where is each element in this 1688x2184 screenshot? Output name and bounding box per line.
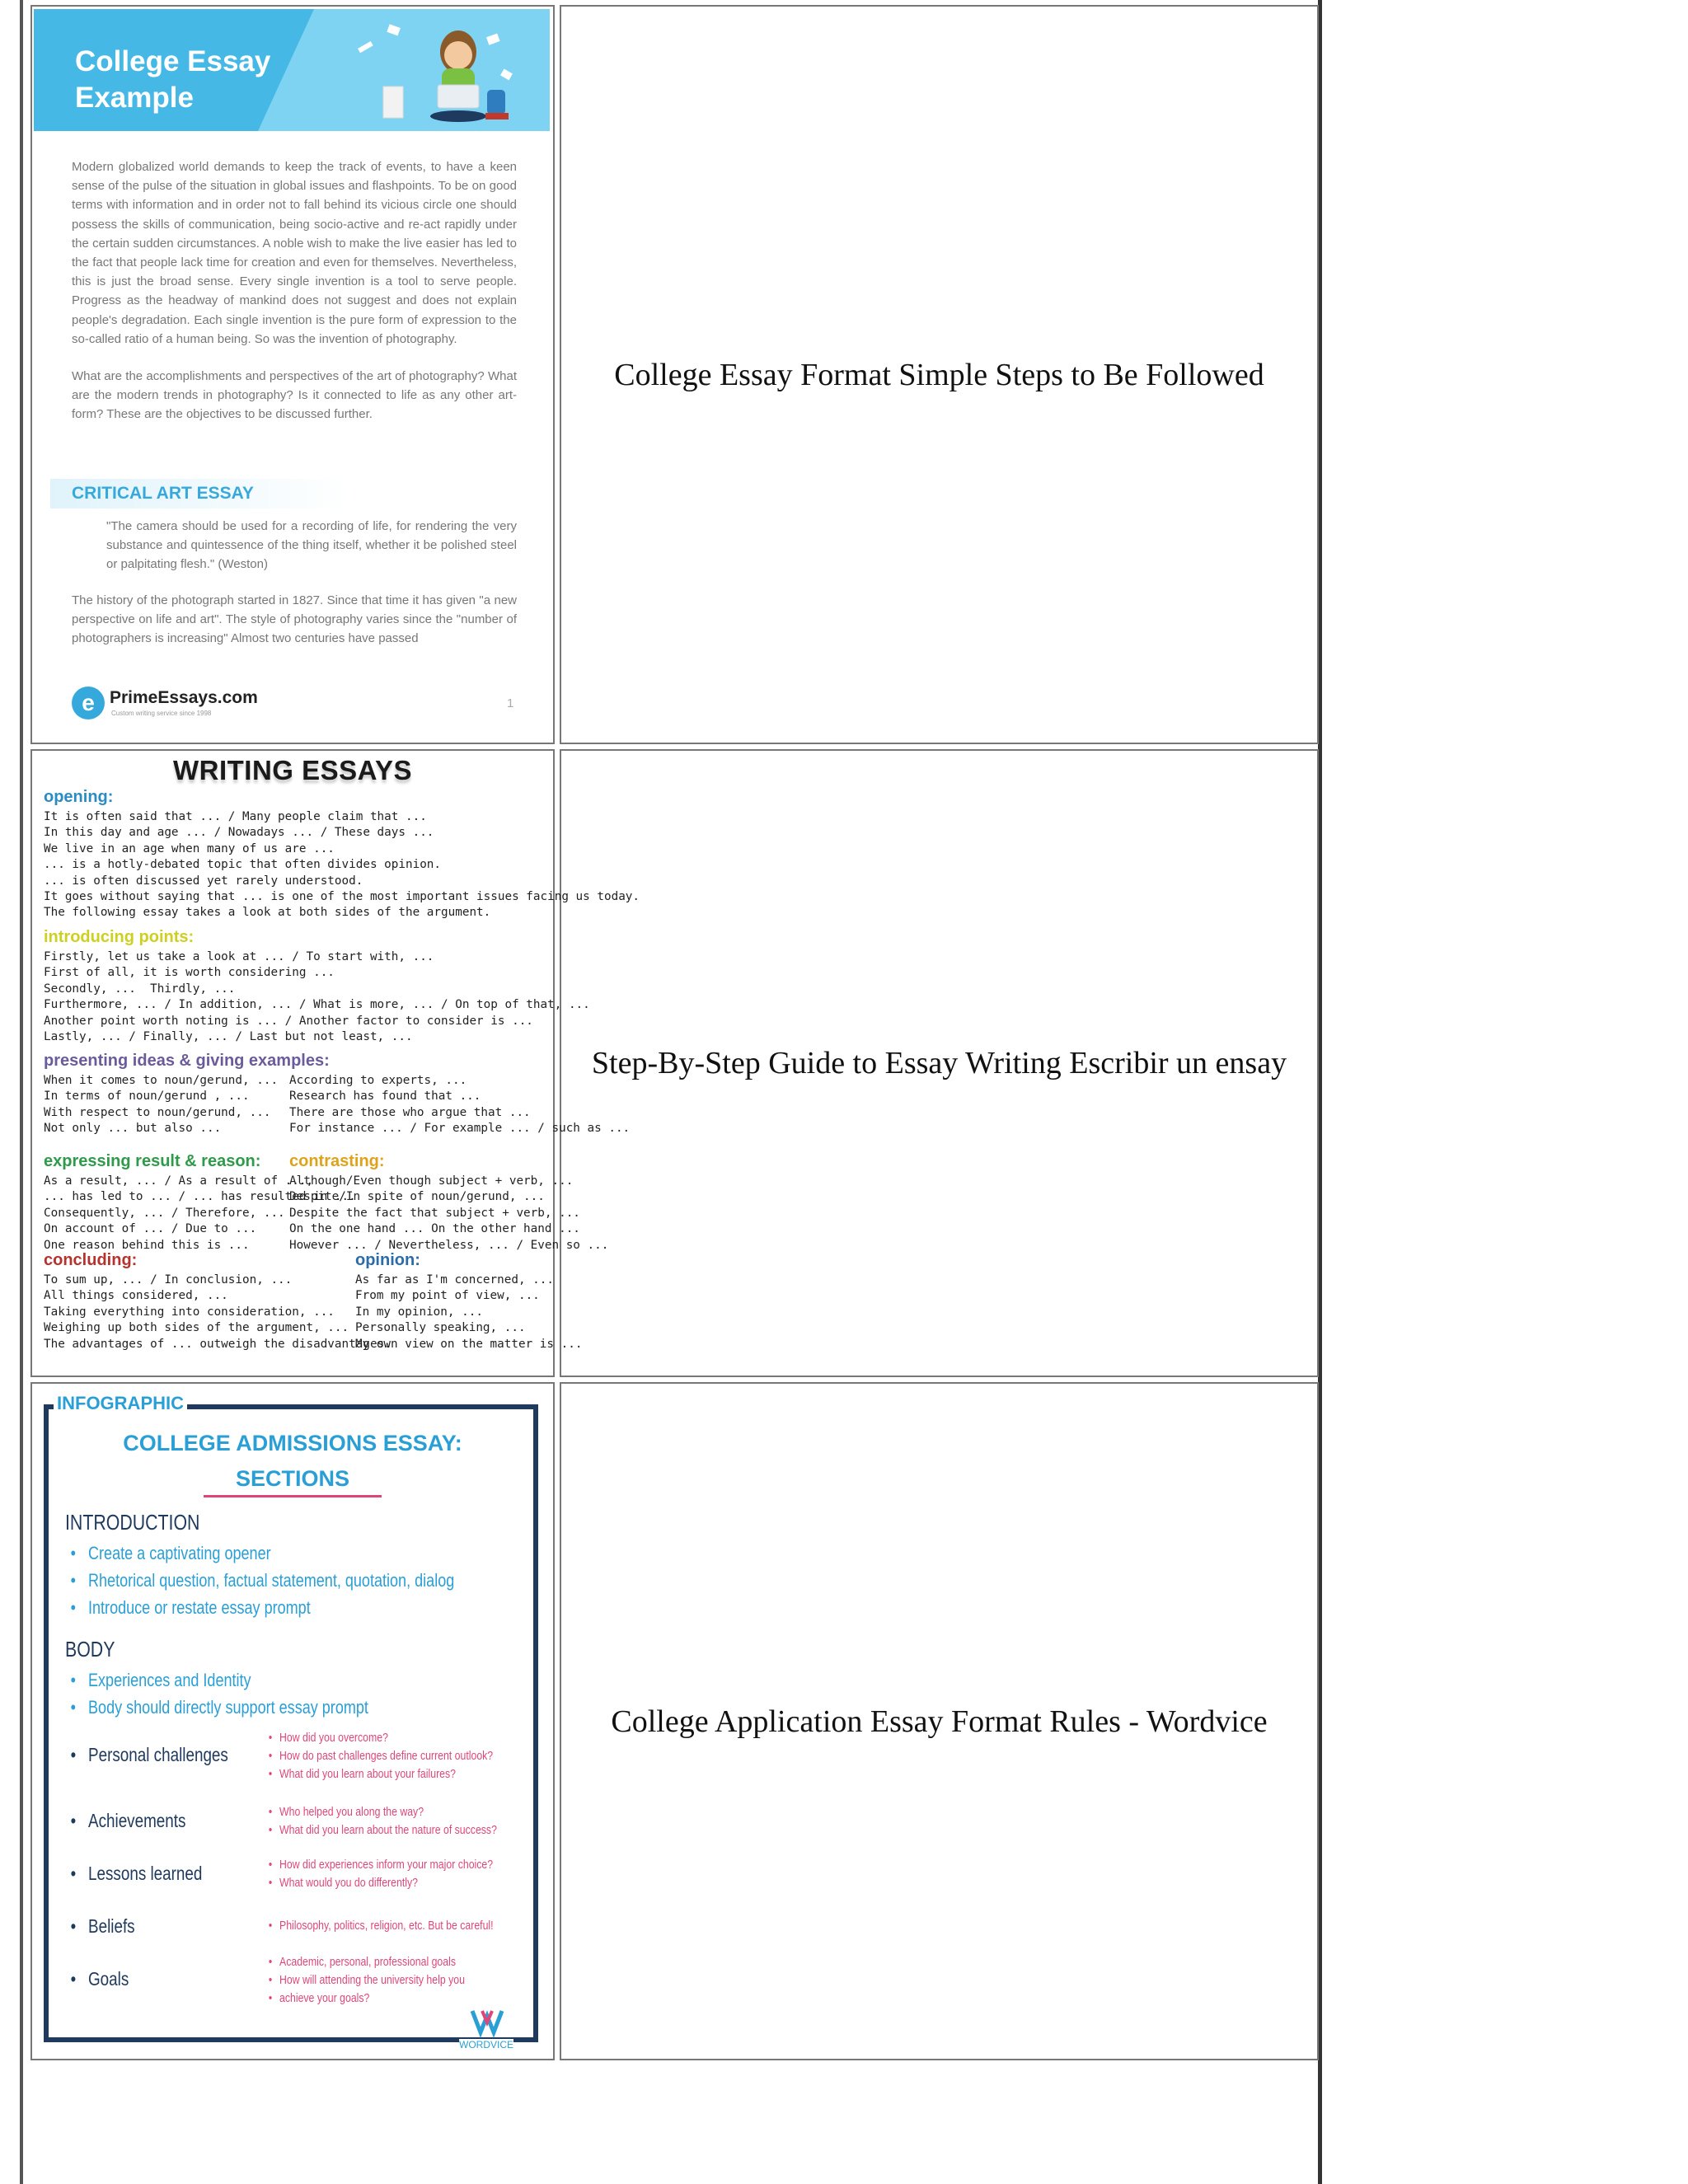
caption-cell[interactable] — [560, 5, 1319, 744]
section-heading: CRITICAL ART ESSAY — [72, 484, 254, 503]
topic-goals: • Goals — [88, 1968, 129, 1990]
image-cell[interactable] — [30, 1382, 555, 2060]
caption-cell[interactable] — [560, 749, 1319, 1377]
paragraph: What are the accomplishments and perspectives of the art of photography? What are the modern trends in photography? Is it connected to life as any other art-form? These are the objectives to be discussed further. — [72, 369, 517, 422]
topic-question-continued: • achieve your goals? — [279, 1990, 369, 2008]
image-caption[interactable]: Step-By-Step Guide to Essay Writing Escribir un ensay — [591, 1046, 1287, 1080]
page-number: 1 — [507, 696, 514, 710]
intro-bullet: • Rhetorical question, factual statement, quotation, dialog — [88, 1570, 454, 1591]
concluding-phrases: To sum up, ... / In conclusion, ... All things considered, ... Taking everything into consideration, ... Weighing up both sides of the argument, ... The advantages of ... outweigh the disadvantages. — [44, 1273, 392, 1351]
caption-cell[interactable] — [560, 1382, 1319, 2060]
student-laptop-illustration — [363, 21, 520, 128]
table-row — [30, 1382, 1319, 2060]
wordvice-infographic-image[interactable] — [32, 1385, 553, 2058]
topic-question: • Academic, personal, professional goals — [279, 1953, 456, 1971]
topic-question: • What did you learn about your failures? — [279, 1765, 456, 1783]
image-results-table — [26, 0, 1324, 2065]
topic-personal-challenges: • Personal challenges — [88, 1744, 228, 1766]
topic-question: • What would you do differently? — [279, 1874, 418, 1892]
topic-achievements: • Achievements — [88, 1810, 185, 1832]
infographic-title: COLLEGE ADMISSIONS ESSAY: SECTIONS — [123, 1431, 462, 1491]
infographic-tag: INFOGRAPHIC — [54, 1393, 187, 1414]
introducing-points-phrases: Firstly, let us take a look at ... / To start with, ... First of all, it is worth considering ... Secondly, ... Thirdly, ... Furthermore, ... / In addition, ... / What is more, ... / On top of that, ... Another point worth noting is ... / Another factor to consider is ... Lastly, ... / Finally, ... / Last but not least, ... — [44, 950, 590, 1044]
contrasting-phrases: Although/Even though subject + verb, ... Despite/In spite of noun/gerund, ... Despite the fact that subject + verb, ... On the one hand ... On the other hand ... However ... / Nevertheless, ... / Even so ... — [289, 1174, 609, 1252]
topic-question: • How will attending the university help you — [279, 1971, 465, 1990]
image-title: WRITING ESSAYS — [173, 755, 412, 785]
writing-essays-image[interactable] — [32, 752, 640, 1375]
expressing-result-heading: expressing result & reason: — [44, 1152, 261, 1170]
block-quote: "The camera should be used for a recording of life, for rendering the very substance and quintessence of the thing itself, whether it be polished steel or palpitating flesh." (Weston) — [106, 519, 517, 572]
brand-tagline: Custom writing service since 1998 — [111, 710, 212, 717]
presenting-ideas-left: When it comes to noun/gerund, ... In terms of noun/gerund , ... With respect to noun/gerund, ... Not only ... but also ... — [44, 1074, 279, 1136]
presenting-ideas-heading: presenting ideas & giving examples: — [44, 1052, 330, 1070]
brand-name: WORDVICE — [459, 2039, 513, 2050]
opening-phrases: It is often said that ... / Many people claim that ... In this day and age ... / Nowadays ... / These days ... We live in an age when many of us are ... ... is a hotly-debated topic that often divides opinion. ... is often discussed yet rarely understood. It goes without saying that ... is one of the most important issues facing us today. The following essay takes a look at both sides of the argument. — [44, 810, 640, 920]
topic-question: • Philosophy, politics, religion, etc. But be careful! — [279, 1917, 494, 1935]
intro-bullet: • Introduce or restate essay prompt — [88, 1597, 311, 1619]
paragraph: The history of the photograph started in 1827. Since that time it has given "a new perspective on life and art". The style of photography varies since the "number of photographers is increasing" Almost two centuries have passed — [72, 593, 517, 646]
image-caption[interactable]: College Application Essay Format Rules - Wordvice — [611, 1704, 1268, 1739]
topic-question: • What did you learn about the nature of success? — [279, 1821, 497, 1840]
expressing-result-phrases: As a result, ... / As a result of ..., ... has led to ... / ... has resulted in ... Consequently, ... / Therefore, ... On account of ... / Due to ... One reason behind this is ... — [44, 1174, 356, 1252]
topic-beliefs: • Beliefs — [88, 1915, 135, 1938]
table-row — [30, 749, 1319, 1377]
image-cell[interactable] — [30, 5, 555, 744]
opinion-heading: opinion: — [355, 1251, 420, 1269]
introducing-points-heading: introducing points: — [44, 928, 195, 946]
body-bullet: • Experiences and Identity — [88, 1670, 251, 1691]
image-header — [34, 9, 550, 131]
image-title: College Essay Example — [75, 45, 271, 114]
wordvice-logo-icon — [469, 2004, 505, 2037]
contrasting-heading: contrasting: — [289, 1152, 385, 1170]
opening-heading: opening: — [44, 788, 114, 806]
essay-body-text — [72, 157, 517, 443]
topic-question: • Who helped you along the way? — [279, 1803, 424, 1821]
presenting-ideas-right: According to experts, ... Research has found that ... There are those who argue that ... For instance ... / For example ... / such as ... — [289, 1074, 631, 1136]
intro-bullet: • Create a captivating opener — [88, 1543, 271, 1564]
section-heading-bar — [50, 479, 550, 509]
svg-text:e: e — [82, 690, 95, 715]
topic-question: • How did experiences inform your major choice? — [279, 1856, 493, 1874]
paragraph: Modern globalized world demands to keep the track of events, to have a keen sense of the pulse of the situation in global issues and flashpoints. To be on good terms with information and in order not to fall behind its vicious circle one should possess the skills of communication, being socio-active and re-act rapidly under the certain sudden circumstances. A noble wish to make the live easier has led to the fact that people lack time for creation and even for themselves. Nevertheless, this is just the broad sense. Every single invention is a tool to serve people. Progress as the headway of mankind does not suggest and does not explain people's degradation. Each single invention is the pure form of expression to the so-called ratio of a human being. So was the invention of photography. — [72, 160, 517, 346]
body-heading: BODY — [65, 1637, 115, 1661]
topic-question: • How do past challenges define current outlook? — [279, 1747, 493, 1765]
brand-name: PrimeEssays.com — [110, 688, 258, 707]
introduction-heading: INTRODUCTION — [65, 1510, 200, 1535]
opinion-phrases: As far as I'm concerned, ... From my point of view, ... In my opinion, ... Personally speaking, ... My own view on the matter is ... — [355, 1273, 583, 1351]
primeessays-logo-icon — [70, 685, 106, 721]
title-underline — [204, 1495, 382, 1497]
image-cell[interactable] — [30, 749, 640, 1377]
infographic-frame — [44, 1404, 538, 2042]
body-bullet: • Body should directly support essay prompt — [88, 1697, 368, 1718]
college-essay-example-image[interactable] — [32, 7, 553, 742]
table-row — [30, 5, 1319, 744]
topic-question: • How did you overcome? — [279, 1729, 388, 1747]
topic-lessons-learned: • Lessons learned — [88, 1863, 202, 1885]
image-caption[interactable]: College Essay Format Simple Steps to Be Followed — [614, 357, 1264, 392]
concluding-heading: concluding: — [44, 1251, 138, 1269]
